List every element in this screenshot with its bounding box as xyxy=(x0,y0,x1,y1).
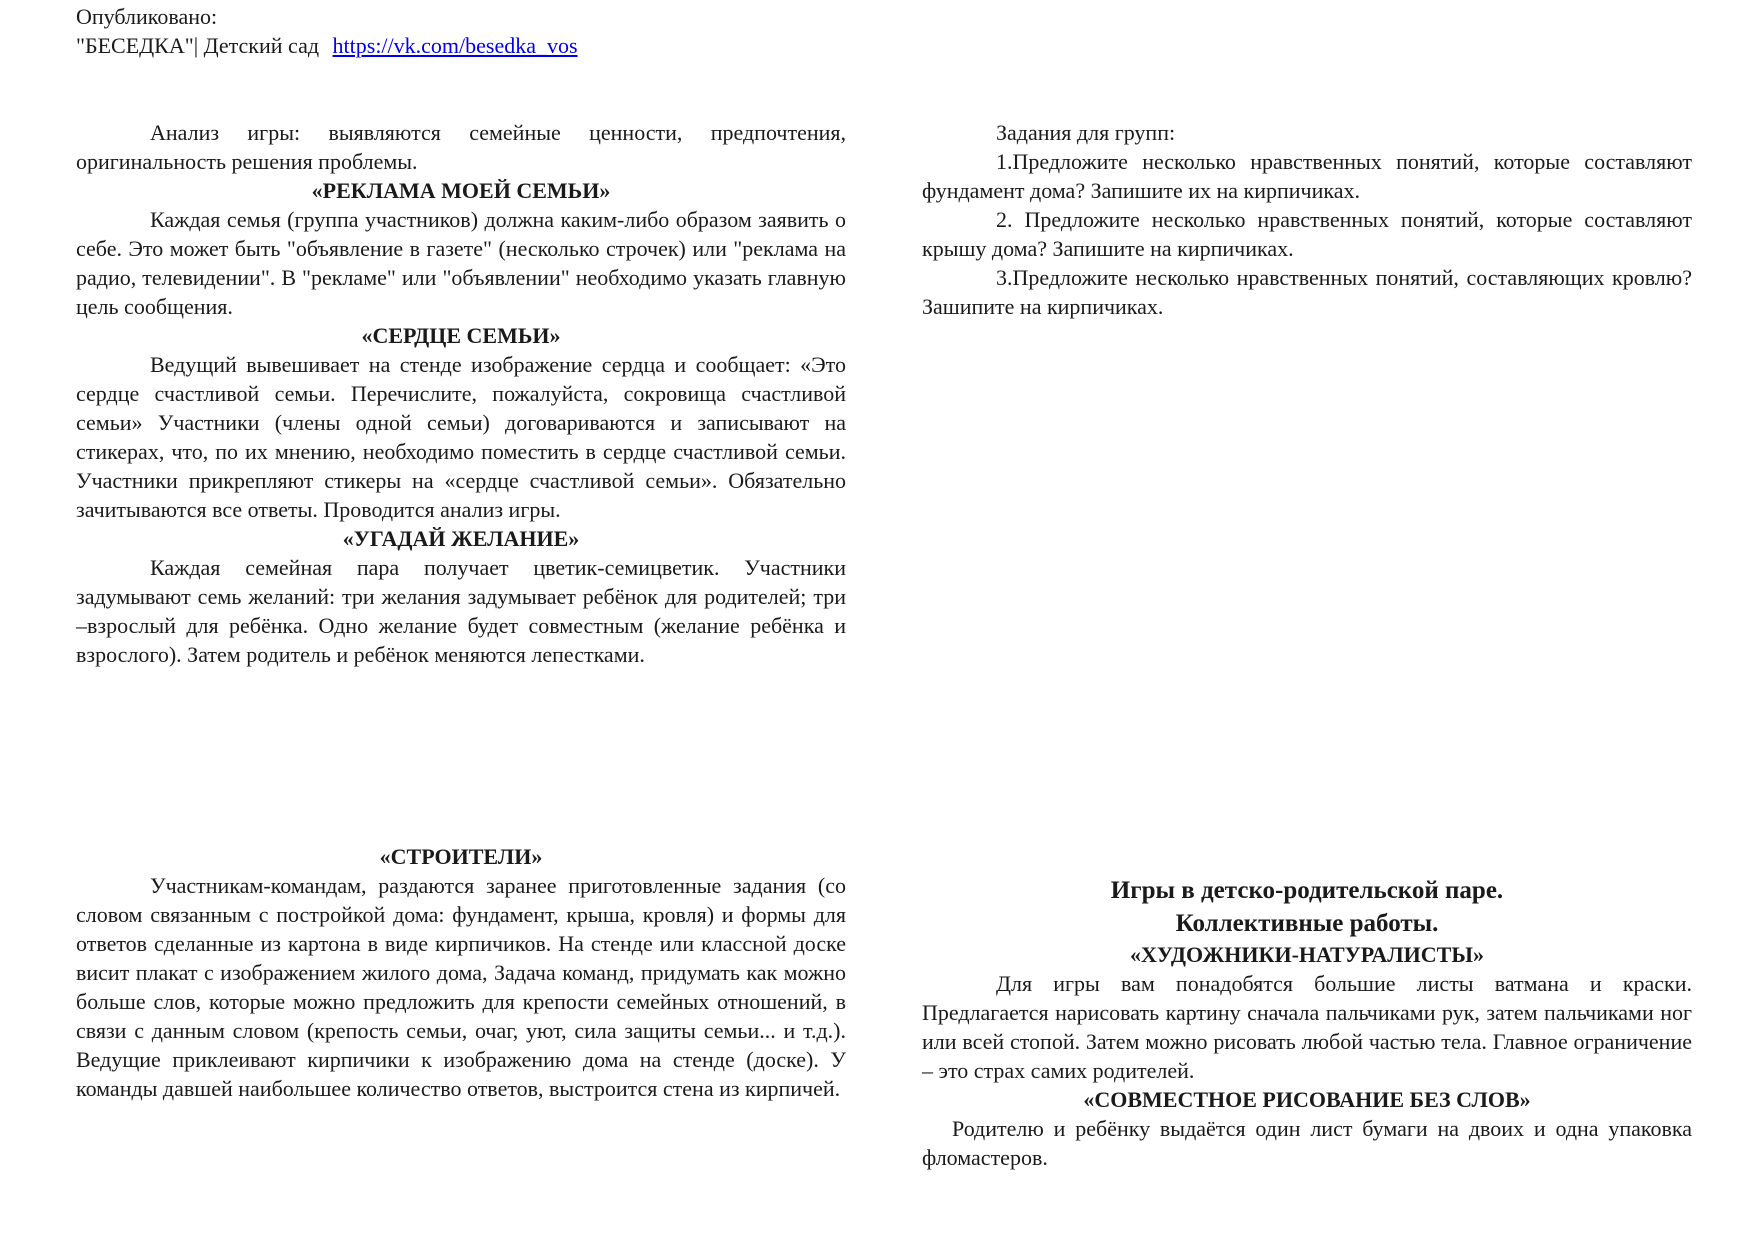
heading-joint-drawing: «СОВМЕСТНОЕ РИСОВАНИЕ БЕЗ СЛОВ» xyxy=(1083,1087,1531,1112)
task-2: 2. Предложите несколько нравственных понятий, которые составляют крышу дома? Запишите на кирпичиках. xyxy=(922,207,1692,261)
bottom-left-column xyxy=(76,842,846,1103)
bottom-right-column xyxy=(922,874,1692,1172)
publication-header xyxy=(76,2,578,60)
family-ad-paragraph: Каждая семья (группа участников) должна каким-либо образом заявить о себе. Это может быть "объявление в газете" (несколько строчек) или "реклама на радио, телевидении". В "рекламе" или "объявлении" необходимо указать главную цель сообщения. xyxy=(76,207,846,319)
heading-family-heart: «СЕРДЦЕ СЕМЬИ» xyxy=(361,323,561,348)
heading-guess-wish: «УГАДАЙ ЖЕЛАНИЕ» xyxy=(342,526,580,551)
guess-wish-paragraph: Каждая семейная пара получает цветик-семицветик. Участники задумывают семь желаний: три желания задумывает ребёнок для родителей; три –взрослый для ребёнка. Одно желание будет совместным (желание ребёнка и взрослого). Затем родитель и ребёнок меняются лепестками. xyxy=(76,555,846,667)
section-title-line-1: Игры в детско-родительской паре. xyxy=(1110,877,1504,904)
top-right-column xyxy=(922,118,1692,321)
artists-paragraph: Для игры вам понадобятся большие листы ватмана и краски. Предлагается нарисовать картину сначала пальчиками рук, затем пальчиками ног или всей стопой. Затем можно рисовать любой частью тела. Главное ограничение – это страх самих родителей. xyxy=(922,971,1692,1083)
tasks-title: Задания для групп: xyxy=(996,120,1176,145)
heading-artists-naturalists: «ХУДОЖНИКИ-НАТУРАЛИСТЫ» xyxy=(1130,942,1484,967)
section-title-line-2: Коллективные работы. xyxy=(1175,910,1439,937)
heading-family-ad: «РЕКЛАМА МОЕЙ СЕМЬИ» xyxy=(311,178,611,203)
source-link[interactable]: https://vk.com/besedka_vos xyxy=(332,33,578,58)
source-line xyxy=(76,31,578,60)
source-name: "БЕСЕДКА"| Детский сад xyxy=(76,33,320,58)
joint-drawing-paragraph: Родителю и ребёнку выдаётся один лист бумаги на двоих и одна упаковка фломастеров. xyxy=(922,1116,1692,1170)
game-analysis-paragraph: Анализ игры: выявляются семейные ценности, предпочтения, оригинальность решения проблемы. xyxy=(76,120,846,174)
heading-builders: «СТРОИТЕЛИ» xyxy=(379,844,543,869)
task-3: 3.Предложите несколько нравственных понятий, составляющих кровлю? Зашипите на кирпичиках. xyxy=(922,265,1692,319)
builders-paragraph: Участникам-командам, раздаются заранее приготовленные задания (со словом связанным с постройкой дома: фундамент, крыша, кровля) и формы для ответов сделанные из картона в виде кирпичиков. На стенде или классной доске висит плакат с изображением жилого дома, Задача команд, придумать как можно больше слов, которые можно предложить для крепости семейных отношений, в связи с данным словом (крепость семьи, очаг, уют, сила защиты семьи... и т.д.). Ведущие приклеивают кирпичики к изображению дома на стенде (доске). У команды давшей наибольшее количество ответов, выстроится стена из кирпичей. xyxy=(76,873,846,1101)
published-label: Опубликовано: xyxy=(76,4,218,29)
task-1: 1.Предложите несколько нравственных понятий, которые составляют фундамент дома? Запишите их на кирпичиках. xyxy=(922,149,1692,203)
top-left-column xyxy=(76,118,846,669)
family-heart-paragraph: Ведущий вывешивает на стенде изображение сердца и сообщает: «Это сердце счастливой семьи. Перечислите, пожалуйста, сокровища счастливой семьи» Участники (члены одной семьи) договариваются и записывают на стикерах, что, по их мнению, необходимо поместить в сердце счастливой семьи. Участники прикрепляют стикеры на «сердце счастливой семьи». Обязательно зачитываются все ответы. Проводится анализ игры. xyxy=(76,352,846,522)
